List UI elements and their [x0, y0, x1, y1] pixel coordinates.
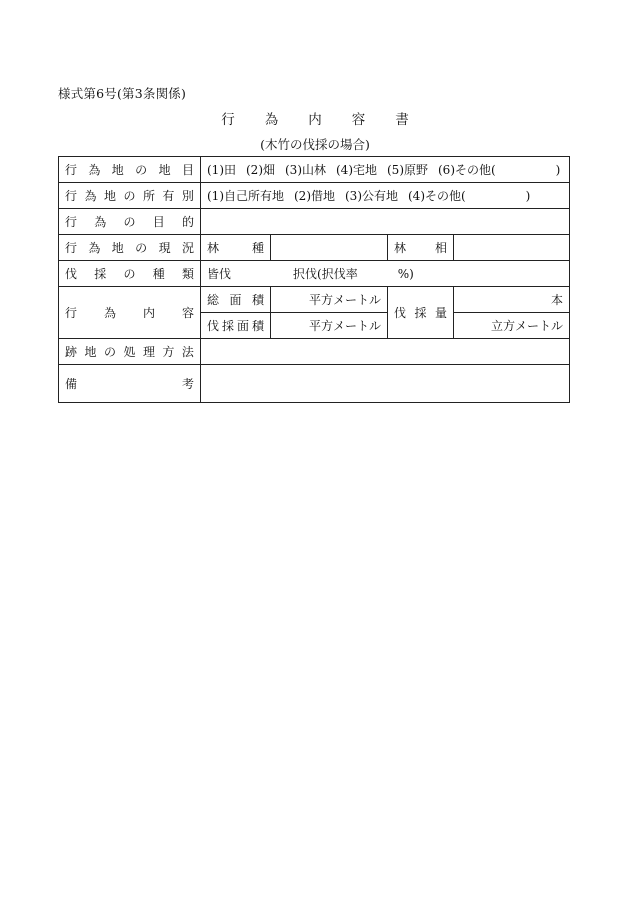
volume-field[interactable] — [454, 313, 570, 339]
option-residential[interactable]: (4)宅地 — [336, 163, 377, 177]
ownership-options[interactable] — [201, 183, 570, 209]
tree-count-field[interactable] — [454, 287, 570, 313]
row-site-treatment — [59, 339, 570, 365]
option-other[interactable]: (4)その他( ) — [408, 189, 531, 203]
activity-form-table — [58, 156, 570, 403]
label-forest-species: 林 種 — [201, 235, 271, 261]
document-subtitle: (木竹の伐採の場合) — [260, 137, 370, 152]
option-own-land[interactable]: (1)自己所有地 — [207, 189, 284, 203]
row-remarks — [59, 365, 570, 403]
remarks-field[interactable] — [201, 365, 570, 403]
cut-area-unit: 平方メートル — [308, 319, 381, 333]
label-cut-area: 伐 採 面 積 — [201, 313, 271, 339]
tree-count-unit: 本 — [550, 293, 563, 307]
row-ownership — [59, 183, 570, 209]
label-remarks: 備 考 — [59, 365, 201, 403]
land-category-options[interactable] — [201, 157, 570, 183]
label-land-category: 行 為 地 の 地 目 — [59, 157, 201, 183]
option-clear-cut[interactable]: 皆伐 — [207, 267, 232, 281]
title-char: 内 — [308, 112, 322, 128]
title-char: 書 — [395, 112, 409, 128]
title-char: 容 — [351, 112, 366, 128]
form-number: 様式第6号(第3条関係) — [58, 86, 187, 101]
row-activity-1 — [59, 287, 570, 313]
forest-phase-field[interactable] — [454, 235, 570, 261]
row-cutting-type — [59, 261, 570, 287]
label-ownership: 行 為 地 の 所 有 別 — [59, 183, 201, 209]
row-purpose — [59, 209, 570, 235]
option-other[interactable]: (6)その他( ) — [438, 163, 561, 177]
option-public-land[interactable]: (3)公有地 — [345, 189, 398, 203]
row-current-state — [59, 235, 570, 261]
total-area-unit: 平方メートル — [308, 293, 381, 307]
label-purpose: 行 為 の 目 的 — [59, 209, 201, 235]
label-forest-phase: 林 相 — [388, 235, 454, 261]
label-cutting-type: 伐 採 の 種 類 — [59, 261, 201, 287]
volume-unit: 立方メートル — [490, 319, 563, 333]
site-treatment-field[interactable] — [201, 339, 570, 365]
option-field[interactable]: (2)畑 — [246, 163, 275, 177]
option-selective-cut[interactable]: 択伐(択伐率 — [293, 267, 358, 281]
title-char: 為 — [264, 112, 279, 128]
label-current-state: 行 為 地 の 現 況 — [59, 235, 201, 261]
forest-species-field[interactable] — [271, 235, 388, 261]
cut-area-field[interactable] — [271, 313, 388, 339]
title-char: 行 — [221, 112, 235, 128]
cutting-type-options[interactable] — [201, 261, 570, 287]
purpose-field[interactable] — [201, 209, 570, 235]
option-forest[interactable]: (3)山林 — [285, 163, 326, 177]
label-cutting-volume: 伐 採 量 — [388, 287, 454, 339]
option-leased-land[interactable]: (2)借地 — [294, 189, 335, 203]
document-title — [0, 108, 630, 128]
total-area-field[interactable] — [271, 287, 388, 313]
option-paddy[interactable]: (1)田 — [207, 163, 236, 177]
label-total-area: 総 面 積 — [201, 287, 271, 313]
row-land-category — [59, 157, 570, 183]
selective-rate-percent: %) — [397, 267, 414, 281]
option-wilderness[interactable]: (5)原野 — [387, 163, 428, 177]
label-site-treatment: 跡 地 の 処 理 方 法 — [59, 339, 201, 365]
label-activity: 行 為 内 容 — [59, 287, 201, 339]
